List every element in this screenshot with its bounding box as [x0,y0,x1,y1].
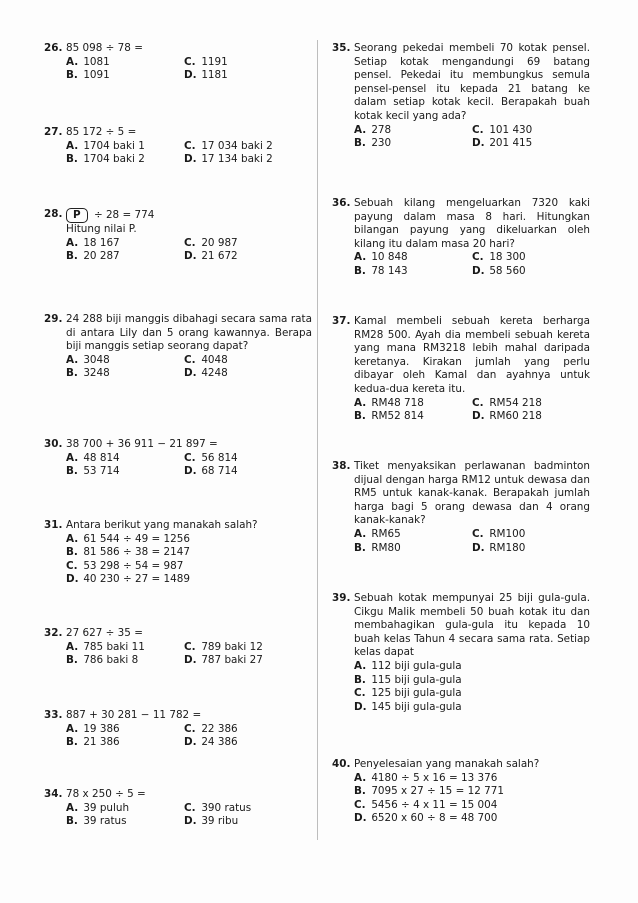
option-d[interactable]: D. 21 672 [184,250,238,263]
option-c[interactable]: C. 125 biji gula-gula [354,687,462,700]
options [354,397,590,424]
option-b[interactable]: B. 7095 x 27 ÷ 15 = 12 771 [354,785,504,798]
option-d[interactable]: D. RM60 218 [472,410,542,423]
option-a[interactable]: A. 112 biji gula-gula [354,659,462,672]
question-35 [332,42,590,151]
question-stem: Seorang pekedai membeli 70 kotak pensel. Setiap kotak mengandungi 69 batang pensel. Pekedai itu membungkus semula pensel-pensel itu kepada 21 batang ke dalam setiap kotak kecil. Berapakah buah kotak kecil yang ada? [354,42,590,122]
question-33 [44,709,312,750]
question-instruction: Hitung nilai P. [66,223,137,235]
question-stem: 27 627 ÷ 35 = [66,627,143,639]
option-c[interactable]: C. 390 ratus [184,801,252,814]
options [66,140,312,167]
option-b[interactable]: B. 115 biji gula-gula [354,673,462,686]
unknown-box: P [66,208,88,223]
question-31 [44,519,312,587]
option-a[interactable]: A. 1704 baki 1 [66,139,145,152]
question-number: 33. [44,709,63,721]
option-a[interactable]: A. 39 puluh [66,801,130,814]
options [66,56,312,83]
question-number: 39. [332,592,351,604]
question-stem: P ÷ 28 = 774 [66,208,312,223]
question-stem: 38 700 + 36 911 − 21 897 = [66,438,218,450]
options [66,641,312,668]
option-d[interactable]: D. 1181 [184,69,228,82]
question-number: 38. [332,460,351,472]
options [66,237,312,264]
question-stem: Sebuah kotak mempunyai 25 biji gula-gula. Cikgu Malik membeli 50 buah kotak itu dan membahagikan gula-gula itu kepada 10 buah kelas Tahun 4 secara sama rata. Setiap kelas dapat [354,592,590,659]
question-26 [44,42,312,83]
question-stem: 85 098 ÷ 78 = [66,42,143,54]
option-b[interactable]: B. 78 143 [354,264,408,277]
question-stem: Sebuah kilang mengeluarkan 7320 kaki payung dalam masa 8 hari. Hitungkan bilangan payung yang dikeluarkan oleh kilang itu dalam masa 20 hari? [354,197,590,250]
option-b[interactable]: B. 230 [354,137,392,150]
options [354,528,590,555]
option-a[interactable]: A. 48 814 [66,451,120,464]
options [66,802,312,829]
option-c[interactable]: C. 20 987 [184,236,238,249]
question-39 [332,592,590,714]
options [66,723,312,750]
options [66,354,312,381]
option-d[interactable]: D. 24 386 [184,736,238,749]
question-32 [44,627,312,668]
option-c[interactable]: C. 789 baki 12 [184,640,263,653]
question-34 [44,788,312,829]
question-stem: 24 288 biji manggis dibahagi secara sama rata di antara Lily dan 5 orang kawannya. Berapa biji manggis setiap seorang dapat? [66,313,312,353]
question-27 [44,126,312,167]
option-b[interactable]: B. 20 287 [66,250,120,263]
option-c[interactable]: C. 5456 ÷ 4 x 11 = 15 004 [354,798,498,811]
option-b[interactable]: B. 1091 [66,69,110,82]
option-a[interactable]: A. 61 544 ÷ 49 = 1256 [66,532,190,545]
option-a[interactable]: A. 10 848 [354,251,408,264]
option-d[interactable]: D. 6520 x 60 ÷ 8 = 48 700 [354,812,498,825]
option-b[interactable]: B. 786 baki 8 [66,654,139,667]
option-d[interactable]: D. 145 biji gula-gula [354,700,462,713]
option-c[interactable]: C. 1191 [184,55,228,68]
option-c[interactable]: C. RM100 [472,527,526,540]
question-stem: Penyelesaian yang manakah salah? [354,758,540,770]
option-d[interactable]: D. 201 415 [472,137,533,150]
option-b[interactable]: B. 53 714 [66,465,120,478]
option-c[interactable]: C. 101 430 [472,123,533,136]
option-d[interactable]: D. 17 134 baki 2 [184,153,273,166]
question-29 [44,313,312,381]
question-stem: Kamal membeli sebuah kereta berharga RM28 500. Ayah dia membeli sebuah kereta yang mana RM3218 lebih mahal daripada keretanya. Kirakan jumlah yang perlu dibayar oleh Kamal dan ayahnya untuk kedua-dua kereta itu. [354,315,590,395]
option-c[interactable]: C. 53 298 ÷ 54 = 987 [66,559,184,572]
option-a[interactable]: A. 1081 [66,55,110,68]
question-number: 27. [44,126,63,138]
column-divider [317,40,318,840]
options [354,124,590,151]
option-c[interactable]: C. 56 814 [184,451,238,464]
option-d[interactable]: D. 58 560 [472,264,526,277]
option-a[interactable]: A. 18 167 [66,236,120,249]
question-stem: 85 172 ÷ 5 = [66,126,137,138]
option-a[interactable]: A. 3048 [66,353,110,366]
question-number: 28. [44,208,63,220]
option-b[interactable]: B. 1704 baki 2 [66,153,145,166]
question-number: 30. [44,438,63,450]
question-number: 40. [332,758,351,770]
option-d[interactable]: D. 68 714 [184,465,238,478]
question-stem: 887 + 30 281 − 11 782 = [66,709,202,721]
question-38 [332,460,590,555]
option-c[interactable]: C. 18 300 [472,251,526,264]
option-d[interactable]: D. 787 baki 27 [184,654,263,667]
question-28 [44,208,312,264]
option-c[interactable]: C. 4048 [184,353,228,366]
option-a[interactable]: A. RM65 [354,527,401,540]
question-37 [332,315,590,424]
option-b[interactable]: B. 3248 [66,367,110,380]
option-c[interactable]: C. RM54 218 [472,396,542,409]
options [66,452,312,479]
option-b[interactable]: B. 21 386 [66,736,120,749]
option-b[interactable]: B. 39 ratus [66,815,127,828]
option-c[interactable]: C. 22 386 [184,722,238,735]
option-b[interactable]: B. 81 586 ÷ 38 = 2147 [66,546,190,559]
option-a[interactable]: A. 19 386 [66,722,120,735]
options [354,251,590,278]
option-b[interactable]: B. RM52 814 [354,410,424,423]
question-number: 32. [44,627,63,639]
question-number: 29. [44,313,63,325]
option-b[interactable]: B. RM80 [354,541,401,554]
question-stem: Antara berikut yang manakah salah? [66,519,258,531]
option-d[interactable]: D. 39 ribu [184,815,239,828]
option-a[interactable]: A. 4180 ÷ 5 x 16 = 13 376 [354,771,498,784]
option-a[interactable]: A. 785 baki 11 [66,640,145,653]
option-a[interactable]: A. 278 [354,123,392,136]
question-stem: 78 x 250 ÷ 5 = [66,788,146,800]
question-40 [332,758,590,826]
question-number: 36. [332,197,351,209]
question-number: 35. [332,42,351,54]
option-c[interactable]: C. 17 034 baki 2 [184,139,273,152]
option-d[interactable]: D. 40 230 ÷ 27 = 1489 [66,573,190,586]
question-30 [44,438,312,479]
question-number: 31. [44,519,63,531]
option-d[interactable]: D. RM180 [472,541,526,554]
question-stem: Tiket menyaksikan perlawanan badminton dijual dengan harga RM12 untuk dewasa dan RM5 untuk kanak-kanak. Berapakah jumlah harga bagi 5 orang dewasa dan 4 orang kanak-kanak? [354,460,590,527]
question-number: 34. [44,788,63,800]
question-number: 26. [44,42,63,54]
option-d[interactable]: D. 4248 [184,367,228,380]
option-a[interactable]: A. RM48 718 [354,396,424,409]
question-36 [332,197,590,279]
question-number: 37. [332,315,351,327]
